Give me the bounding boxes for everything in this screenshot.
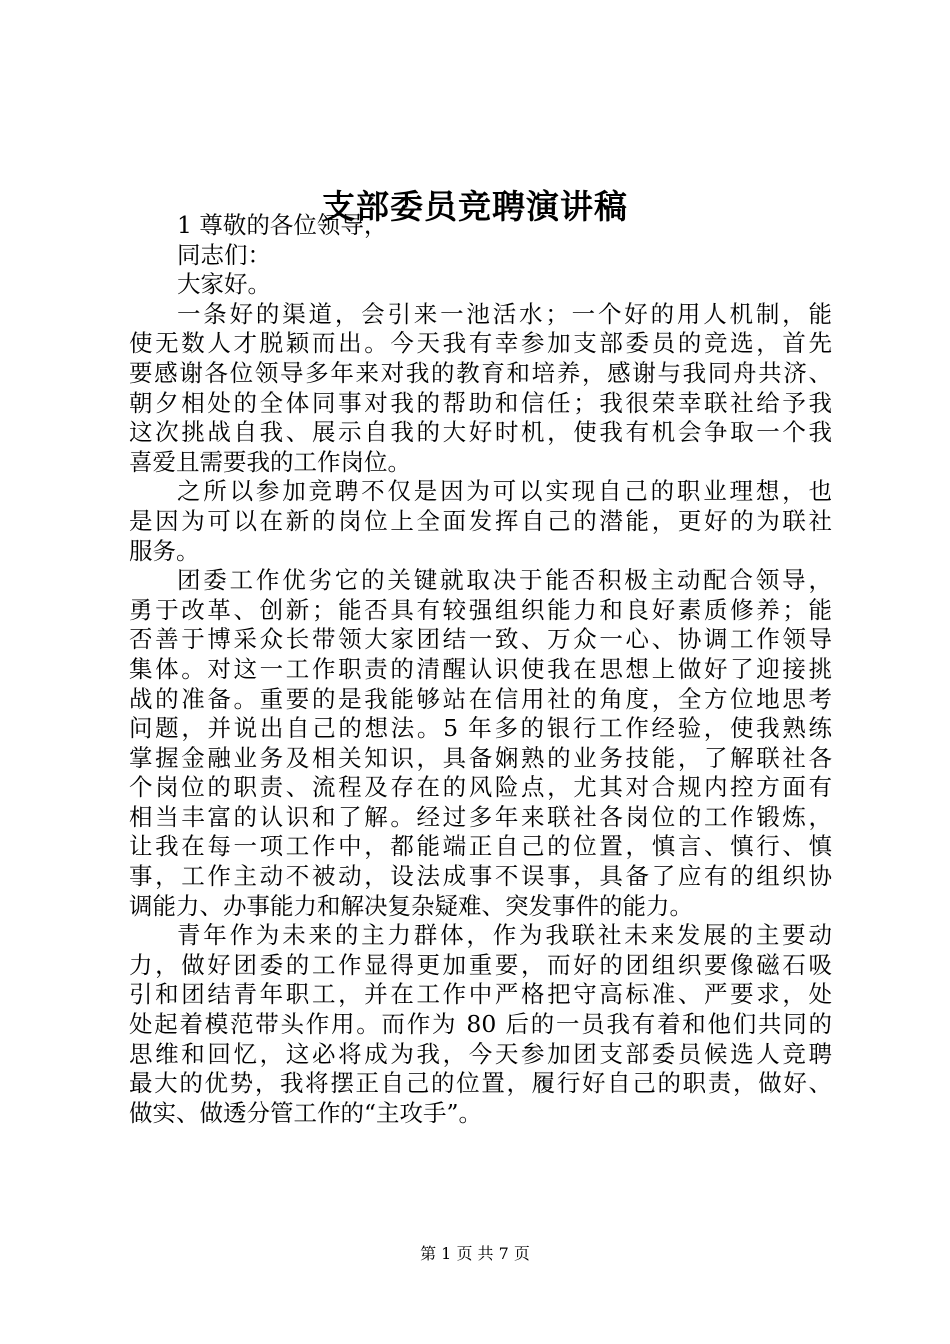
text-line: 个岗位的职责、流程及存在的风险点，尤其对合规内控方面有	[129, 773, 832, 802]
text-line: 掌握金融业务及相关知识，具备娴熟的业务技能，了解联社各	[129, 743, 832, 772]
text-line: 相当丰富的认识和了解。经过多年来联社各岗位的工作锻炼，	[129, 802, 832, 831]
text-line: 否善于博采众长带领大家团结一致、万众一心、协调工作领导	[129, 625, 832, 654]
text-line: 最大的优势，我将摆正自己的位置，履行好自己的职责，做好、	[129, 1069, 832, 1098]
text-line: 思维和回忆，这必将成为我，今天参加团支部委员候选人竞聘	[129, 1039, 832, 1068]
page-title: 支部委员竞聘演讲稿	[322, 187, 628, 226]
text-line: 做实、做透分管工作的“主攻手”。	[129, 1098, 483, 1127]
text-line: 是因为可以在新的岗位上全面发挥自己的潜能，更好的为联社	[129, 506, 832, 535]
text-line: 事，工作主动不被动，设法成事不误事，具备了应有的组织协	[129, 862, 832, 891]
text-line: 1 尊敬的各位领导，	[177, 211, 388, 239]
text-line: 大家好。	[177, 270, 271, 299]
text-line: 使无数人才脱颖而出。今天我有幸参加支部委员的竞选，首先	[129, 329, 832, 358]
text-line: 之所以参加竞聘不仅是因为可以实现自己的职业理想，也	[177, 477, 832, 506]
text-line: 朝夕相处的全体同事对我的帮助和信任；我很荣幸联社给予我	[129, 388, 832, 417]
text-line: 一条好的渠道，会引来一池活水；一个好的用人机制，能	[177, 299, 832, 328]
text-line: 处起着模范带头作用。而作为 80 后的一员我有着和他们共同的	[129, 1010, 832, 1039]
text-line: 让我在每一项工作中，都能端正自己的位置，慎言、慎行、慎	[129, 832, 832, 861]
page-footer: 第 1 页 共 7 页	[420, 1244, 530, 1263]
text-line: 同志们：	[177, 240, 271, 269]
text-line: 力，做好团委的工作显得更加重要，而好的团组织要像磁石吸	[129, 950, 832, 979]
text-line: 青年作为未来的主力群体，作为我联社未来发展的主要动	[177, 921, 832, 950]
text-line: 这次挑战自我、展示自我的大好时机，使我有机会争取一个我	[129, 418, 832, 447]
text-line: 问题，并说出自己的想法。5 年多的银行工作经验，使我熟练	[129, 714, 832, 743]
text-line: 服务。	[129, 536, 200, 565]
text-line: 勇于改革、创新；能否具有较强组织能力和良好素质修养；能	[129, 595, 832, 624]
text-line: 喜爱且需要我的工作岗位。	[129, 447, 411, 476]
text-line: 战的准备。重要的是我能够站在信用社的角度，全方位地思考	[129, 684, 832, 713]
text-line: 集体。对这一工作职责的清醒认识使我在思想上做好了迎接挑	[129, 654, 832, 683]
text-line: 引和团结青年职工，并在工作中严格把守高标准、严要求，处	[129, 980, 832, 1009]
text-line: 调能力、办事能力和解决复杂疑难、突发事件的能力。	[129, 891, 693, 920]
speech-body	[129, 211, 832, 1128]
text-line: 要感谢各位领导多年来对我的教育和培养，感谢与我同舟共济、	[129, 358, 832, 387]
text-line: 团委工作优劣它的关键就取决于能否积极主动配合领导，	[177, 566, 832, 595]
